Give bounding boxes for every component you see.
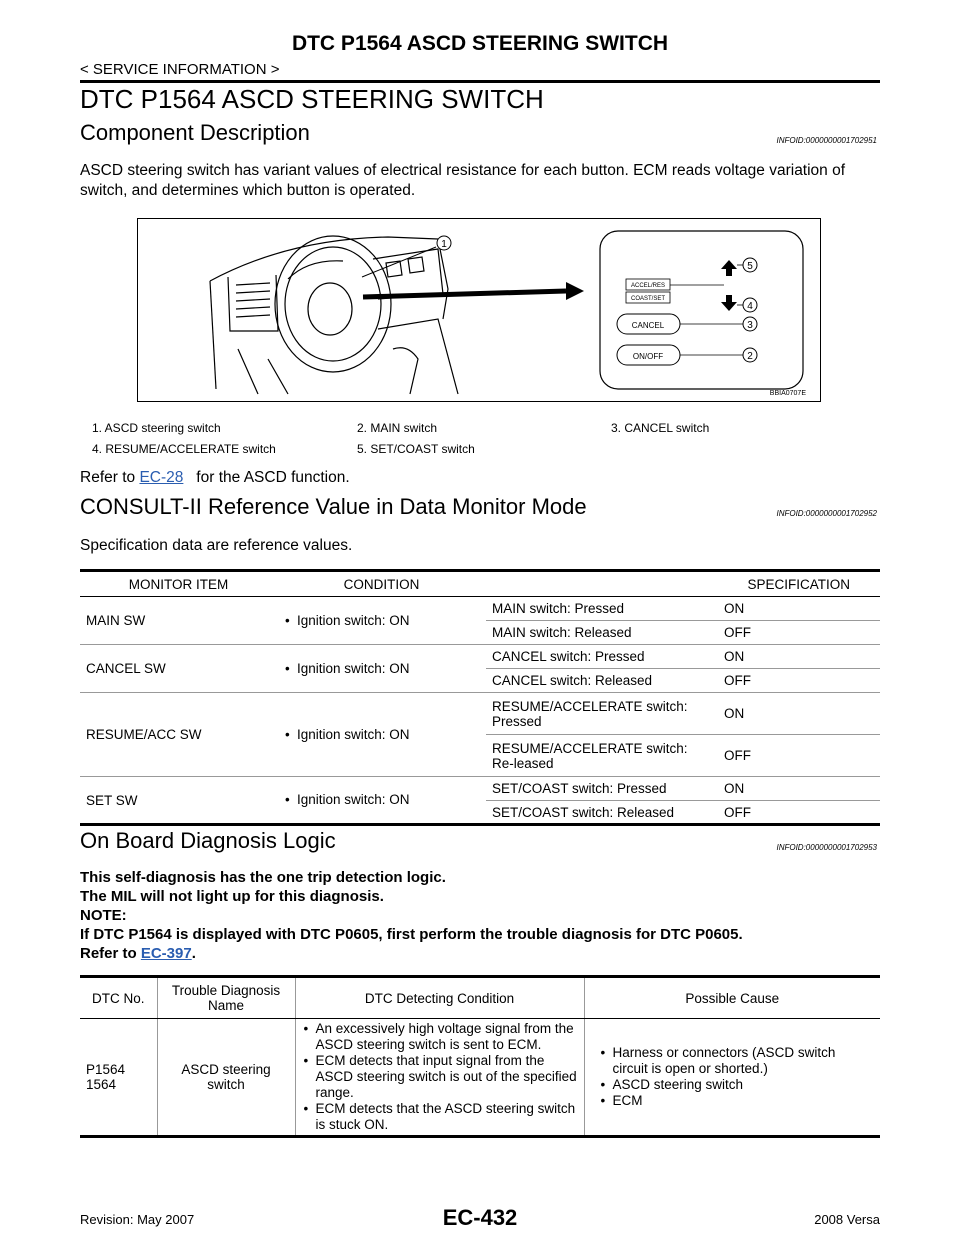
monitor-item: RESUME/ACC SW — [80, 693, 277, 777]
column-header: Possible Cause — [584, 977, 880, 1019]
ec-28-link[interactable]: EC-28 — [139, 469, 184, 486]
caption-1: 1. ASCD steering switch — [92, 421, 221, 435]
condition-item: • ECM detects that the ASCD steering switch is stuck ON. — [316, 1101, 578, 1133]
ascd-refer-line — [80, 468, 880, 488]
consult-note: Specification data are reference values. — [80, 537, 353, 554]
spec-condition: CANCEL switch: Released — [486, 669, 718, 693]
header-rule — [80, 80, 880, 83]
table-row — [80, 645, 880, 669]
dtc-code-short: 1564 — [86, 1077, 117, 1092]
spec-value: ON — [718, 693, 880, 735]
spec-value: OFF — [718, 735, 880, 777]
column-header: SPECIFICATION — [486, 571, 880, 597]
on-off-button-label: ON/OFF — [632, 352, 664, 361]
table-row — [80, 597, 880, 621]
caption-4: 4. RESUME/ACCELERATE switch — [92, 442, 276, 456]
cause-item: • ECM — [613, 1093, 875, 1109]
running-header-title: DTC P1564 ASCD STEERING SWITCH — [291, 32, 669, 55]
running-header-section: < SERVICE INFORMATION > — [80, 61, 280, 78]
refer-suffix: . — [191, 945, 196, 962]
table-row — [80, 693, 880, 735]
spec-value: ON — [718, 777, 880, 801]
spec-value: ON — [718, 645, 880, 669]
dashboard-illustration — [138, 219, 819, 400]
obd-line-1: This self-diagnosis has the one trip detection logic. — [80, 869, 446, 886]
condition-item: • ECM detects that input signal from the ASCD steering switch is out of the specified range. — [316, 1053, 578, 1101]
obd-line-2: The MIL will not light up for this diagnosis. — [80, 888, 384, 905]
component-description-text: ASCD steering switch has variant values of electrical resistance for each button. ECM reads voltage variation of switch, and determines which button is operated. — [80, 162, 846, 199]
note-label: NOTE: — [80, 907, 127, 924]
cancel-button-label: CANCEL — [631, 321, 665, 330]
revision-date: Revision: May 2007 — [80, 1212, 195, 1227]
column-header: MONITOR ITEM — [80, 571, 277, 597]
condition-cell — [277, 645, 486, 693]
detecting-conditions — [295, 1019, 584, 1137]
consult-heading: CONSULT-II Reference Value in Data Monitor Mode — [80, 494, 587, 519]
obd-infoid: INFOID:0000000001702953 — [776, 843, 877, 852]
dtc-code: P1564 — [86, 1062, 126, 1077]
condition-bullet: • Ignition switch: ON — [297, 613, 480, 629]
note-text: If DTC P1564 is displayed with DTC P0605, first perform the trouble diagnosis for DTC P0605. — [80, 926, 743, 943]
refer-prefix: Refer to — [80, 945, 141, 962]
obd-heading: On Board Diagnosis Logic — [80, 828, 336, 853]
monitor-item: CANCEL SW — [80, 645, 277, 693]
spec-condition: SET/COAST switch: Pressed — [486, 777, 718, 801]
table-row — [80, 777, 880, 801]
column-header: DTC No. — [80, 977, 157, 1019]
spec-value: OFF — [718, 669, 880, 693]
table-header-row — [80, 977, 880, 1019]
spec-condition: RESUME/ACCELERATE switch: Re-leased — [486, 735, 718, 777]
spec-condition: MAIN switch: Released — [486, 621, 718, 645]
monitor-item: MAIN SW — [80, 597, 277, 645]
dtc-number — [80, 1019, 157, 1137]
down-arrow-icon — [721, 295, 737, 311]
spec-condition: CANCEL switch: Pressed — [486, 645, 718, 669]
column-header: Trouble Diagnosis Name — [157, 977, 295, 1019]
condition-bullet: • Ignition switch: ON — [297, 661, 480, 677]
figure-code: BBIA0707E — [769, 390, 806, 397]
obd-logic-text — [80, 868, 880, 963]
spec-value: OFF — [718, 621, 880, 645]
caption-5: 5. SET/COAST switch — [357, 442, 475, 456]
spec-condition: SET/COAST switch: Released — [492, 804, 675, 820]
dtc-table — [80, 975, 880, 1138]
condition-item: • An excessively high voltage signal from the ASCD steering switch is sent to ECM. — [316, 1021, 578, 1053]
callout-5: 5 — [747, 261, 753, 272]
ascd-switch-figure — [137, 218, 821, 402]
up-arrow-icon — [721, 260, 737, 276]
possible-causes — [584, 1019, 880, 1137]
monitor-item: SET SW — [86, 792, 138, 808]
component-infoid: INFOID:0000000001702951 — [776, 136, 877, 145]
condition-bullet: • Ignition switch: ON — [297, 792, 480, 808]
caption-2: 2. MAIN switch — [357, 421, 438, 435]
callout-2: 2 — [747, 351, 753, 362]
model-year: 2008 Versa — [814, 1212, 880, 1227]
consult-infoid: INFOID:0000000001702952 — [776, 509, 877, 518]
callout-1: 1 — [441, 239, 447, 250]
ec-397-link[interactable]: EC-397 — [140, 945, 192, 962]
table-row — [80, 1019, 880, 1137]
condition-bullet: • Ignition switch: ON — [297, 727, 480, 743]
condition-cell — [277, 693, 486, 777]
accel-res-label: ACCEL/RES — [630, 283, 666, 289]
callout-3: 3 — [747, 320, 753, 331]
spec-condition: MAIN switch: Pressed — [486, 597, 718, 621]
obd-refer-line — [80, 944, 880, 963]
spec-condition: RESUME/ACCELERATE switch: Pressed — [486, 693, 718, 735]
refer-prefix: Refer to — [80, 469, 140, 486]
spec-value: OFF — [724, 804, 751, 820]
consult-reference-table — [80, 569, 880, 826]
column-header: CONDITION — [277, 571, 486, 597]
page-number: EC-432 — [442, 1205, 518, 1230]
page-title: DTC P1564 ASCD STEERING SWITCH — [80, 84, 544, 114]
cause-item: • Harness or connectors (ASCD switch circuit is open or shorted.) — [613, 1045, 875, 1077]
cause-item: • ASCD steering switch — [613, 1077, 875, 1093]
caption-3: 3. CANCEL switch — [611, 421, 710, 435]
callout-4: 4 — [747, 301, 753, 312]
condition-cell — [277, 597, 486, 645]
condition-cell — [277, 777, 486, 825]
spec-value: ON — [718, 597, 880, 621]
column-header: DTC Detecting Condition — [295, 977, 584, 1019]
trouble-diagnosis-name: ASCD steering switch — [157, 1019, 295, 1137]
refer-suffix: for the ASCD function. — [183, 469, 350, 486]
coast-set-label: COAST/SET — [630, 296, 666, 302]
component-description-heading: Component Description — [80, 120, 310, 145]
table-header-row — [80, 571, 880, 597]
